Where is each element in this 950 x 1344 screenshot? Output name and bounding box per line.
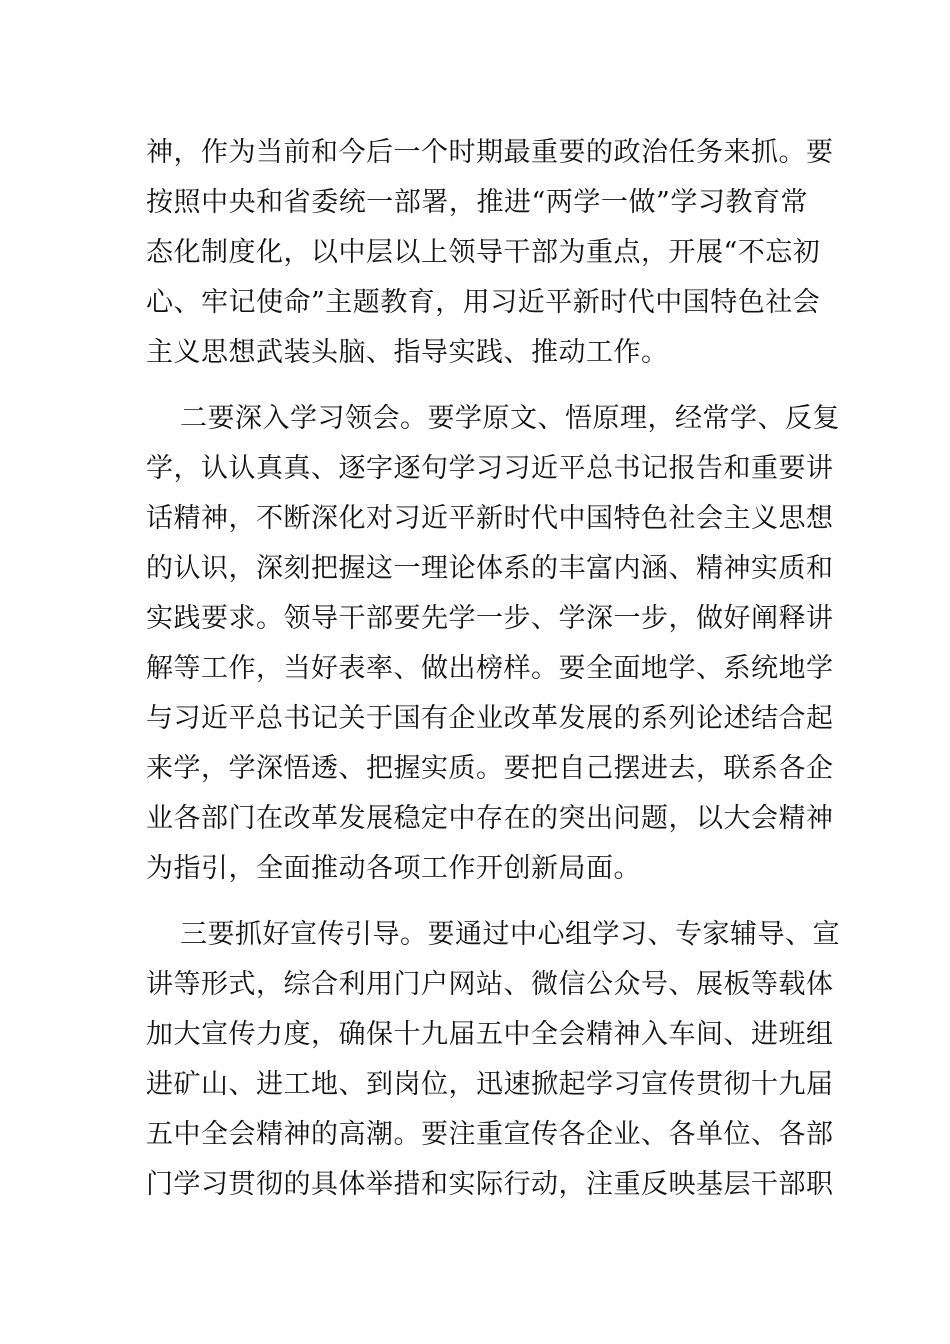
text-line: 心、牢记使命”主题教育，用习近平新时代中国特色社会	[146, 287, 821, 318]
text-line: 按照中央和省委统一部署，推进“两学一做”学习教育常	[146, 187, 808, 218]
text-line: 门学习贯彻的具体举措和实际行动，注重反映基层干部职	[146, 1169, 834, 1200]
text-line: 话精神，不断深化对习近平新时代中国特色社会主义思想	[146, 503, 834, 534]
paragraph-spacer	[146, 378, 808, 394]
text-line: 为指引，全面推动各项工作开创新局面。	[146, 853, 641, 884]
text-line: 二要深入学习领会。要学原文、悟原理，经常学、反复	[180, 403, 840, 434]
text-line: 讲等形式，综合利用门户网站、微信公众号、展板等载体	[146, 969, 834, 1000]
text-line: 与习近平总书记关于国有企业改革发展的系列论述结合起	[146, 703, 834, 734]
paragraph-2	[146, 394, 840, 894]
text-line: 实践要求。领导干部要先学一步、学深一步，做好阐释讲	[146, 603, 834, 634]
text-line: 学，认认真真、逐字逐句学习习近平总书记报告和重要讲	[146, 453, 834, 484]
text-line: 神，作为当前和今后一个时期最重要的政治任务来抓。要	[146, 137, 834, 168]
text-line: 的认识，深刻把握这一理论体系的丰富内涵、精神实质和	[146, 553, 834, 584]
text-line: 解等工作，当好表率、做出榜样。要全面地学、系统地学	[146, 653, 834, 684]
paragraph-1	[146, 128, 834, 378]
text-line: 态化制度化，以中层以上领导干部为重点，开展“不忘初	[146, 237, 821, 268]
text-line: 来学，学深悟透、把握实质。要把自己摆进去，联系各企	[146, 753, 834, 784]
body-text	[146, 128, 840, 1210]
text-line: 加大宣传力度，确保十九届五中全会精神入车间、进班组	[146, 1019, 834, 1050]
text-line: 三要抓好宣传引导。要通过中心组学习、专家辅导、宣	[180, 919, 840, 950]
text-line: 进矿山、进工地、到岗位，迅速掀起学习宣传贯彻十九届	[146, 1069, 834, 1100]
paragraph-3	[146, 910, 840, 1210]
text-line: 主义思想武装头脑、指导实践、推动工作。	[146, 337, 669, 368]
text-line: 五中全会精神的高潮。要注重宣传各企业、各单位、各部	[146, 1119, 834, 1150]
text-line: 业各部门在改革发展稳定中存在的突出问题，以大会精神	[146, 803, 834, 834]
paragraph-spacer	[146, 894, 808, 910]
